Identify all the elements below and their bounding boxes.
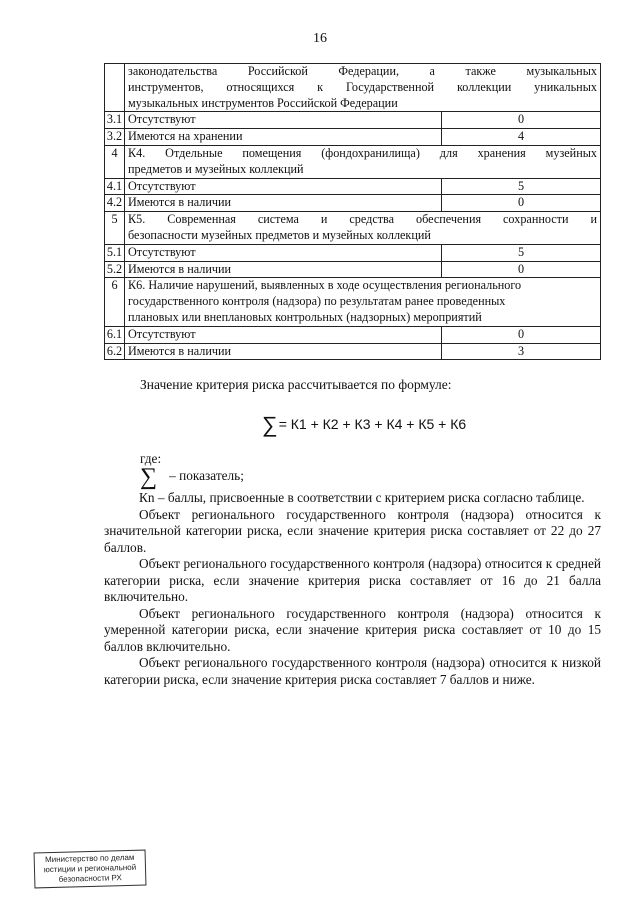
row-text: Имеются на хранении	[125, 129, 442, 146]
text-line: государственного контроля (надзора) по результатам ранее проведенных	[128, 294, 506, 309]
table-row	[105, 212, 601, 245]
row-number: 4.2	[105, 195, 125, 212]
row-score: 0	[442, 112, 601, 129]
row-text: Имеются в наличии	[125, 261, 442, 278]
table-row	[105, 195, 601, 212]
sigma-symbol: ∑	[140, 464, 158, 490]
row-score: 0	[442, 195, 601, 212]
stamp-line: Министерство по делам	[44, 852, 135, 865]
table-row	[105, 261, 601, 278]
row-number: 4.1	[105, 178, 125, 195]
risk-criteria-table	[104, 63, 601, 360]
text-line: музыкальных инструментов Российской Федерации	[128, 95, 398, 110]
text-line: К6. Наличие нарушений, выявленных в ходе осуществления регионального	[128, 278, 522, 293]
text-line: плановых или внеплановых контрольных (надзорных) мероприятий	[128, 309, 482, 324]
row-text: Имеются в наличии	[125, 343, 442, 360]
table-row	[105, 244, 601, 261]
row-text	[125, 145, 601, 178]
risk-formula	[262, 412, 466, 438]
row-text: Отсутствуют	[125, 244, 442, 261]
text-line: законодательства Российской Федерации, а также музыкальных	[128, 64, 597, 78]
table-row	[105, 112, 601, 129]
row-number: 4	[105, 145, 125, 178]
page-number: 16	[313, 31, 327, 46]
paragraph: Объект регионального государственного контроля (надзора) относится к значительной категории риска, если значение критерия риска составляет от 22 до 27 баллов.	[104, 506, 601, 555]
where-label: где:	[140, 451, 162, 466]
row-number: 6.2	[105, 343, 125, 360]
row-number: 5.1	[105, 244, 125, 261]
row-score: 5	[442, 178, 601, 195]
table-row	[105, 178, 601, 195]
row-number: 3.2	[105, 129, 125, 146]
paragraph: Объект регионального государственного контроля (надзора) относится к средней категории риска, если значение критерия риска составляет от 16 до 21 балла включительно.	[104, 556, 601, 604]
paragraph: Объект регионального государственного контроля (надзора) относится к низкой категории риска, если значение критерия риска составляет 7 баллов и ниже.	[104, 655, 601, 687]
stamp-line: юстиции и региональной	[43, 862, 137, 875]
text-line: безопасности музейных предметов и музейных коллекций	[128, 227, 431, 242]
text-line: К4. Отдельные помещения (фондохранилища) для хранения музейных	[128, 145, 597, 160]
row-score: 4	[442, 129, 601, 146]
body-text	[104, 490, 601, 688]
row-score: 0	[442, 326, 601, 343]
row-number: 6	[105, 278, 125, 326]
formula-intro: Значение критерия риска рассчитывается по формуле:	[140, 377, 452, 392]
row-number: 6.1	[105, 326, 125, 343]
row-text: Отсутствуют	[125, 112, 442, 129]
stamp-line: безопасности РХ	[58, 873, 122, 884]
row-text: Имеются в наличии	[125, 195, 442, 212]
text-line: К5. Современная система и средства обеспечения сохранности и	[128, 212, 597, 227]
row-score: 5	[442, 244, 601, 261]
text-line: предметов и музейных коллекций	[128, 161, 304, 176]
sigma-definition-text: – показатель;	[169, 468, 244, 483]
table-row	[105, 343, 601, 360]
paragraph: Кn – баллы, присвоенные в соответствии с критерием риска согласно таблице.	[139, 490, 585, 505]
ministry-stamp	[34, 850, 147, 889]
row-text	[125, 64, 601, 112]
row-score: 0	[442, 261, 601, 278]
row-number: 5	[105, 212, 125, 245]
formula-expression: = К1 + К2 + К3 + К4 + К5 + К6	[278, 416, 467, 432]
sigma-definition	[140, 464, 244, 491]
row-number: 3.1	[105, 112, 125, 129]
table-row	[105, 278, 601, 326]
row-score: 3	[442, 343, 601, 360]
row-text: Отсутствуют	[125, 178, 442, 195]
row-text	[125, 278, 601, 326]
table-row	[105, 64, 601, 112]
table-row	[105, 326, 601, 343]
text-line: инструментов, относящихся к Государственной коллекции уникальных	[128, 79, 597, 94]
table-row	[105, 129, 601, 146]
table-row	[105, 145, 601, 178]
paragraph: Объект регионального государственного контроля (надзора) относится к умеренной категории риска, если значение критерия риска составляет от 10 до 15 баллов включительно.	[104, 605, 601, 654]
row-text: Отсутствуют	[125, 326, 442, 343]
row-number: 5.2	[105, 261, 125, 278]
sigma-symbol: ∑	[262, 412, 278, 437]
row-text	[125, 212, 601, 245]
row-number	[105, 64, 125, 112]
